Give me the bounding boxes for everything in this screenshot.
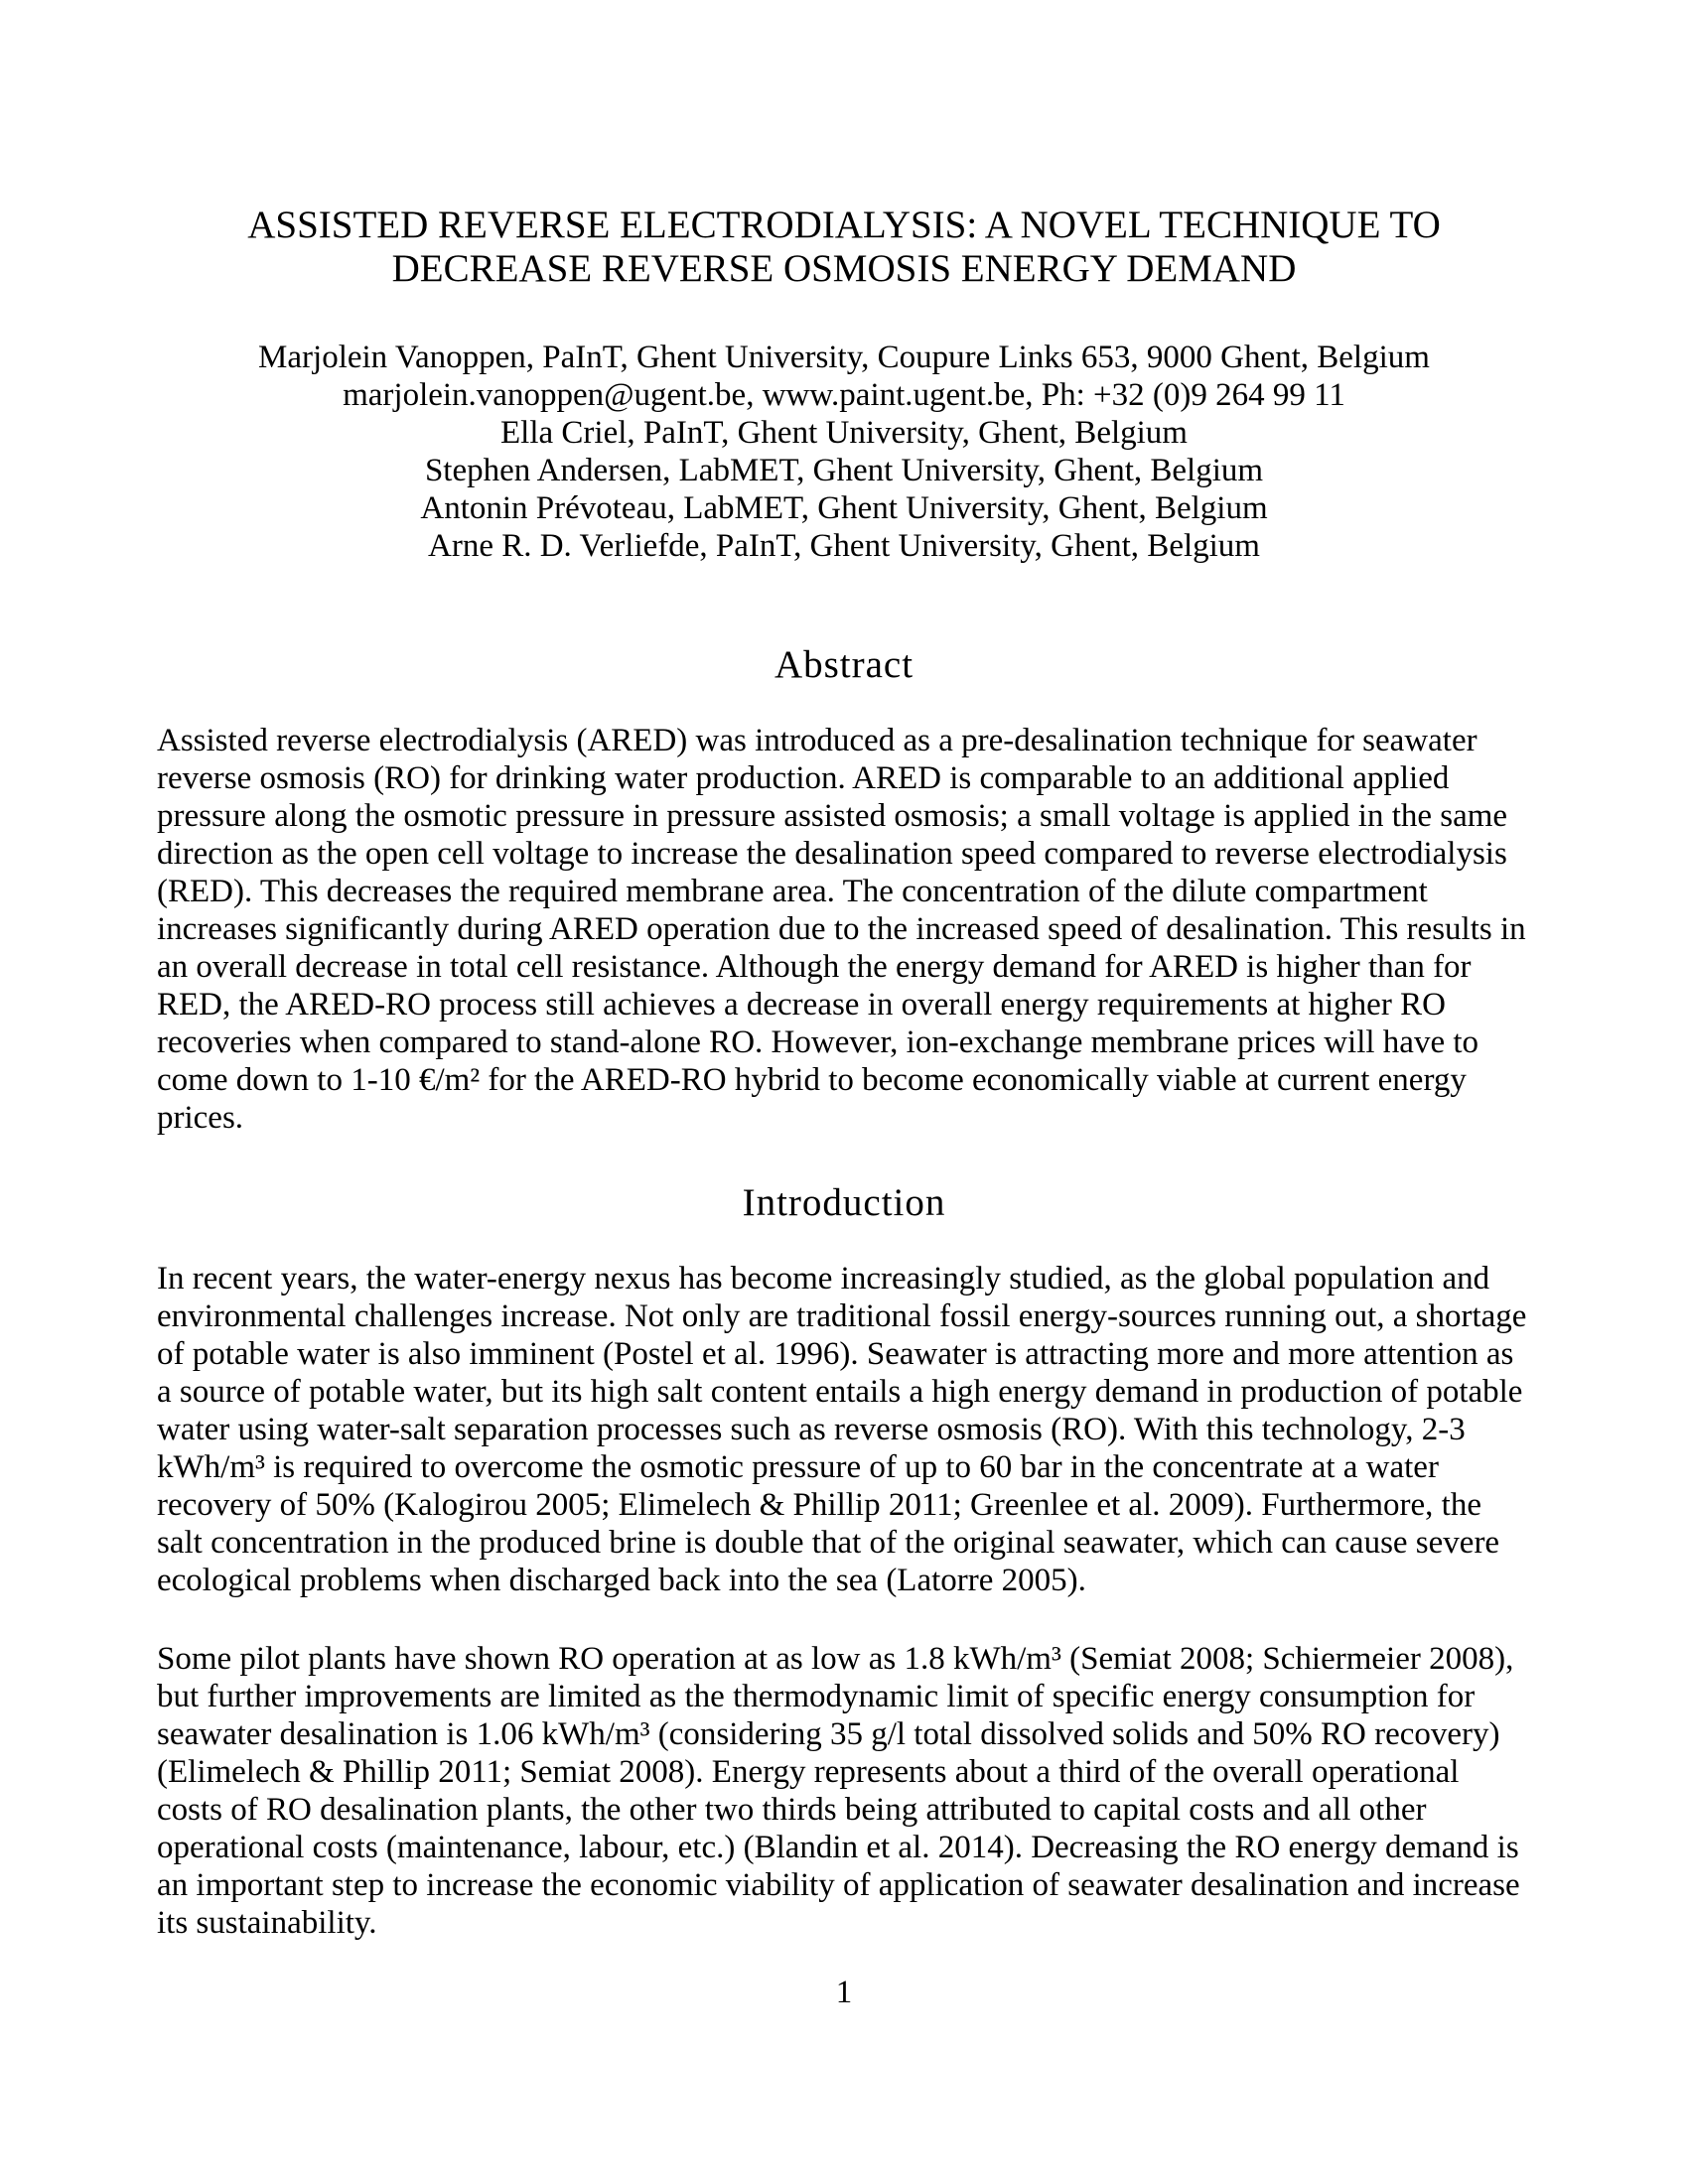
page-number: 1	[835, 1975, 853, 2010]
author-contact-line: marjolein.vanoppen@ugent.be, www.paint.ugent.be, Ph: +32 (0)9 264 99 11	[343, 377, 1345, 413]
introduction-paragraph-1: In recent years, the water-energy nexus has become increasingly studied, as the global population and environmental challenges increase. Not only are traditional fossil energy-sources running out, a shortage of potable water is also imminent (Postel et al. 1996). Seawater is attracting more and more attention as a source of potable water, but its high salt content entails a high energy demand in production of potable water using water-salt separation processes such as reverse osmosis (RO). With this technology, 2-3 kWh/m³ is required to overcome the osmotic pressure of up to 60 bar in the concentrate at a water recovery of 50% (Kalogirou 2005; Elimelech & Phillip 2011; Greenlee et al. 2009). Furthermore, the salt concentration in the produced brine is double that of the original seawater, which can cause severe ecological problems when discharged back into the sea (Latorre 2005).	[157, 1261, 1527, 1598]
paper-title-line-1: ASSISTED REVERSE ELECTRODIALYSIS: A NOVEL TECHNIQUE TO	[247, 204, 1441, 246]
paper-title	[157, 204, 1531, 291]
abstract-heading: Abstract	[774, 643, 914, 686]
section-abstract	[157, 642, 1531, 1137]
introduction-heading: Introduction	[742, 1181, 946, 1224]
paper-title-line-2: DECREASE REVERSE OSMOSIS ENERGY DEMAND	[391, 247, 1297, 290]
section-introduction	[157, 1180, 1531, 1942]
page-footer	[157, 1974, 1531, 2011]
author-block	[157, 339, 1531, 565]
author-line-1: Marjolein Vanoppen, PaInT, Ghent University, Coupure Links 653, 9000 Ghent, Belgium	[258, 340, 1430, 375]
abstract-paragraph: Assisted reverse electrodialysis (ARED) was introduced as a pre-desalination technique for seawater reverse osmosis (RO) for drinking water production. ARED is comparable to an additional applied pressure along the osmotic pressure in pressure assisted osmosis; a small voltage is applied in the same direction as the open cell voltage to increase the desalination speed compared to reverse electrodialysis (RED). This decreases the required membrane area. The concentration of the dilute compartment increases significantly during ARED operation due to the increased speed of desalination. This results in an overall decrease in total cell resistance. Although the energy demand for ARED is higher than for RED, the ARED-RO process still achieves a decrease in overall energy requirements at higher RO recoveries when compared to stand-alone RO. However, ion-exchange membrane prices will have to come down to 1-10 €/m² for the ARED-RO hybrid to become economically viable at current energy prices.	[157, 723, 1526, 1136]
introduction-paragraph-2: Some pilot plants have shown RO operation at as low as 1.8 kWh/m³ (Semiat 2008; Schiermeier 2008), but further improvements are limited as the thermodynamic limit of specific energy consumption for seawater desalination is 1.06 kWh/m³ (considering 35 g/l total dissolved solids and 50% RO recovery) (Elimelech & Phillip 2011; Semiat 2008). Energy represents about a third of the overall operational costs of RO desalination plants, the other two thirds being attributed to capital costs and all other operational costs (maintenance, labour, etc.) (Blandin et al. 2014). Decreasing the RO energy demand is an important step to increase the economic viability of application of seawater desalination and increase its sustainability.	[157, 1641, 1520, 1941]
paper-header	[157, 204, 1531, 565]
author-line-5: Arne R. D. Verliefde, PaInT, Ghent University, Ghent, Belgium	[428, 528, 1260, 564]
author-line-4: Antonin Prévoteau, LabMET, Ghent University, Ghent, Belgium	[420, 490, 1268, 526]
author-line-3: Stephen Andersen, LabMET, Ghent University, Ghent, Belgium	[424, 453, 1264, 488]
author-line-2: Ella Criel, PaInT, Ghent University, Ghent, Belgium	[500, 415, 1188, 451]
